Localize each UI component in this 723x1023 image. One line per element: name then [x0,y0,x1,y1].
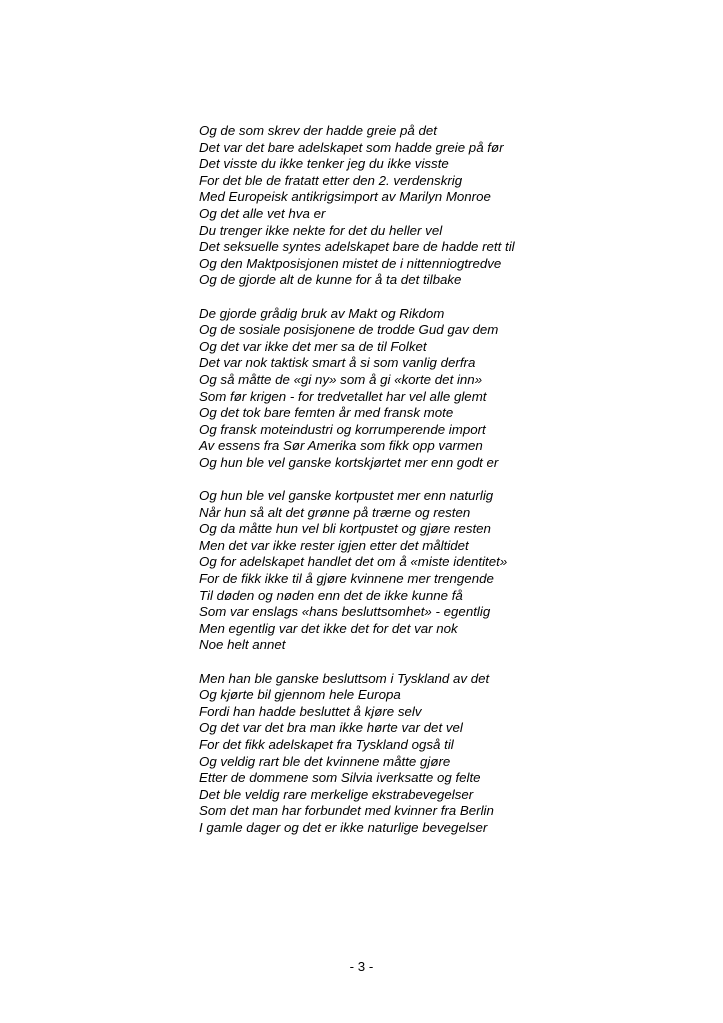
poem-line: Og veldig rart ble det kvinnene måtte gjøre [199,753,451,769]
poem-line: For det ble de fratatt etter den 2. verdenskrig [199,172,463,188]
poem-line: For det fikk adelskapet fra Tyskland også til [199,736,454,752]
poem-line: Og da måtte hun vel bli kortpustet og gjøre resten [199,521,491,537]
poem-line: Det ble veldig rare merkelige ekstrabevegelser [199,786,474,802]
poem-line: Og det var det bra man ikke hørte var det vel [199,720,463,736]
poem-line: Det seksuelle syntes adelskapet bare de hadde rett til [199,239,515,255]
poem-line: Det visste du ikke tenker jeg du ikke visste [199,156,449,172]
poem-line: Som var enslags «hans besluttsomhet» - egentlig [199,604,491,620]
stanza-1 [199,123,679,289]
poem-line: Som før krigen - for tredvetallet har vel alle glemt [199,388,487,404]
poem-line: I gamle dager og det er ikke naturlige bevegelser [199,819,488,835]
poem-line: Og så måtte de «gi ny» som å gi «korte det inn» [199,371,483,387]
poem-line: De gjorde grådig bruk av Makt og Rikdom [199,305,445,321]
poem-line: Og det tok bare femten år med fransk mote [199,405,454,421]
poem-line: Og kjørte bil gjennom hele Europa [199,687,401,703]
poem-line: Til døden og nøden enn det de ikke kunne få [199,587,463,603]
poem-line: Og det alle vet hva er [199,205,326,221]
poem-line: Det var det bare adelskapet som hadde greie på før [199,139,504,155]
poem-line: Det var nok taktisk smart å si som vanlig derfra [199,355,476,371]
poem-line: Men han ble ganske besluttsom i Tyskland av det [199,670,490,686]
stanza-2 [199,306,679,472]
poem-line: Og fransk moteindustri og korrumperende import [199,421,486,437]
poem-body [199,123,679,853]
poem-line: Og de sosiale posisjonene de trodde Gud gav dem [199,322,499,338]
poem-line: Og det var ikke det mer sa de til Folket [199,338,427,354]
poem-line: Du trenger ikke nekte for det du heller vel [199,222,443,238]
stanza-3 [199,488,679,654]
poem-line: Fordi han hadde besluttet å kjøre selv [199,703,422,719]
stanza-4 [199,671,679,837]
page-number: - 3 - [349,959,374,974]
poem-line: Når hun så alt det grønne på trærne og resten [199,504,471,520]
poem-line: Som det man har forbundet med kvinner fra Berlin [199,803,494,819]
poem-line: Og de som skrev der hadde greie på det [199,123,438,138]
poem-line: Men egentlig var det ikke det for det var nok [199,620,458,636]
poem-line: Og for adelskapet handlet det om å «miste identitet» [199,554,508,570]
poem-line: Og de gjorde alt de kunne for å ta det tilbake [199,272,462,288]
poem-line: Med Europeisk antikrigsimport av Marilyn Monroe [199,189,491,205]
poem-line: For de fikk ikke til å gjøre kvinnene mer trengende [199,571,494,587]
poem-line: Av essens fra Sør Amerika som fikk opp varmen [199,438,483,454]
poem-line: Etter de dommene som Silvia iverksatte og felte [199,770,481,786]
poem-line: Noe helt annet [199,637,286,653]
poem-line: Og hun ble vel ganske kortskjørtet mer enn godt er [199,454,499,470]
poem-line: Og den Maktposisjonen mistet de i nittenniogtredve [199,255,502,271]
poem-line: Og hun ble vel ganske kortpustet mer enn naturlig [199,488,494,504]
poem-line: Men det var ikke rester igjen etter det måltidet [199,537,469,553]
